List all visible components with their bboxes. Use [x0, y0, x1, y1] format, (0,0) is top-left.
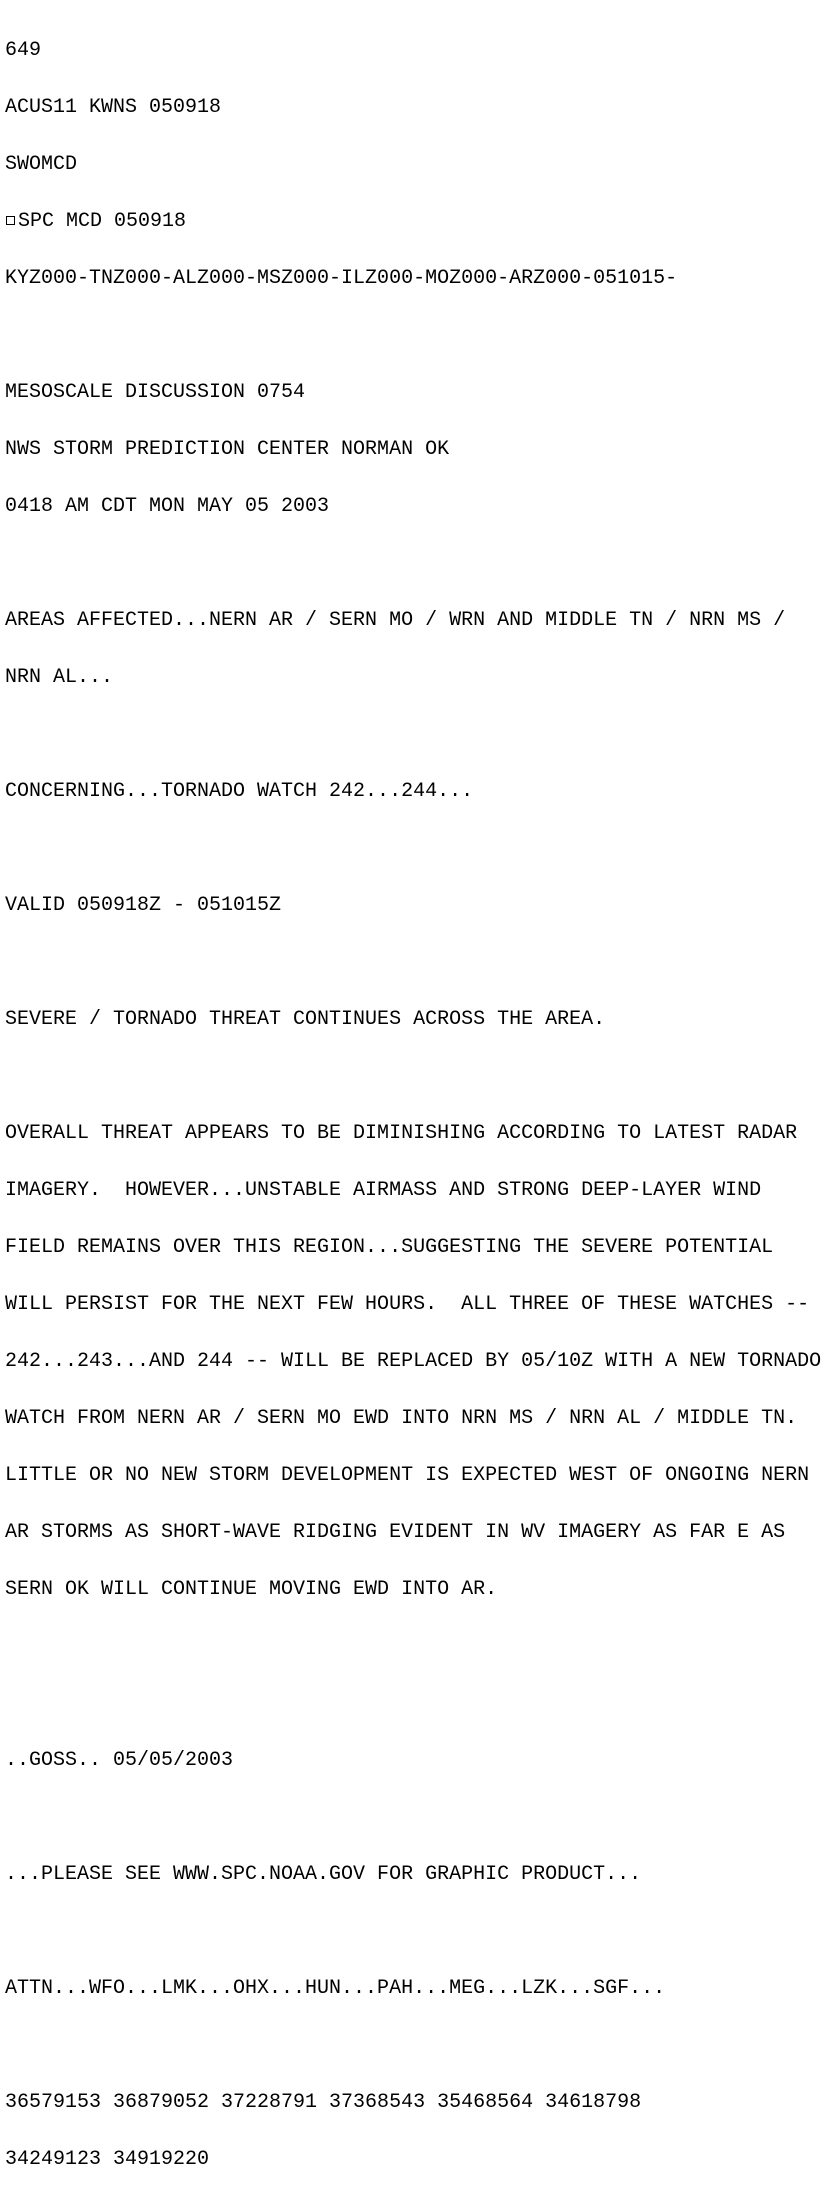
product-number: 649	[5, 39, 42, 62]
blank-line	[5, 1067, 821, 1086]
valid-time-line: VALID 050918Z - 051015Z	[5, 894, 282, 917]
discussion-body-line: OVERALL THREAT APPEARS TO BE DIMINISHING ACCORDING TO LATEST RADAR	[5, 1122, 798, 1145]
issuing-office: NWS STORM PREDICTION CENTER NORMAN OK	[5, 438, 450, 461]
areas-affected-line: NRN AL...	[5, 666, 114, 689]
blank-line	[5, 554, 821, 573]
graphic-product-note: ...PLEASE SEE WWW.SPC.NOAA.GOV FOR GRAPHIC PRODUCT...	[5, 1863, 642, 1886]
mesoscale-discussion-text	[5, 3, 821, 2188]
discussion-body-line: FIELD REMAINS OVER THIS REGION...SUGGESTING THE SEVERE POTENTIAL	[5, 1236, 774, 1259]
latlon-line: 36579153 36879052 37228791 37368543 35468564 34618798	[5, 2091, 642, 2114]
discussion-body-line: LITTLE OR NO NEW STORM DEVELOPMENT IS EXPECTED WEST OF ONGOING NERN	[5, 1464, 810, 1487]
spc-line-text: SPC MCD 050918	[18, 210, 187, 233]
ugc-line: KYZ000-TNZ000-ALZ000-MSZ000-ILZ000-MOZ000-ARZ000-051015-	[5, 267, 678, 290]
spc-line	[5, 212, 821, 231]
awips-id: SWOMCD	[5, 153, 78, 176]
control-character-icon	[6, 216, 15, 225]
attn-line: ATTN...WFO...LMK...OHX...HUN...PAH...MEG...LZK...SGF...	[5, 1977, 666, 2000]
forecaster-signature: ..GOSS.. 05/05/2003	[5, 1749, 234, 1772]
areas-affected-line: AREAS AFFECTED...NERN AR / SERN MO / WRN AND MIDDLE TN / NRN MS /	[5, 609, 786, 632]
discussion-number: MESOSCALE DISCUSSION 0754	[5, 381, 306, 404]
discussion-body-line: SERN OK WILL CONTINUE MOVING EWD INTO AR.	[5, 1578, 498, 1601]
discussion-body-line: IMAGERY. HOWEVER...UNSTABLE AIRMASS AND STRONG DEEP-LAYER WIND	[5, 1179, 762, 1202]
blank-line	[5, 839, 821, 858]
wmo-header: ACUS11 KWNS 050918	[5, 96, 222, 119]
discussion-body-line: WILL PERSIST FOR THE NEXT FEW HOURS. ALL THREE OF THESE WATCHES --	[5, 1293, 810, 1316]
discussion-body-line: 242...243...AND 244 -- WILL BE REPLACED BY 05/10Z WITH A NEW TORNADO	[5, 1350, 822, 1373]
blank-line	[5, 1808, 821, 1827]
blank-line	[5, 1694, 821, 1713]
blank-line	[5, 1637, 821, 1656]
issue-time: 0418 AM CDT MON MAY 05 2003	[5, 495, 330, 518]
blank-line	[5, 725, 821, 744]
discussion-body-line: WATCH FROM NERN AR / SERN MO EWD INTO NRN MS / NRN AL / MIDDLE TN.	[5, 1407, 798, 1430]
summary-line: SEVERE / TORNADO THREAT CONTINUES ACROSS THE AREA.	[5, 1008, 606, 1031]
concerning-line: CONCERNING...TORNADO WATCH 242...244...	[5, 780, 474, 803]
blank-line	[5, 1922, 821, 1941]
blank-line	[5, 953, 821, 972]
blank-line	[5, 2036, 821, 2055]
blank-line	[5, 326, 821, 345]
discussion-body-line: AR STORMS AS SHORT-WAVE RIDGING EVIDENT IN WV IMAGERY AS FAR E AS	[5, 1521, 786, 1544]
latlon-line: 34249123 34919220	[5, 2148, 210, 2171]
